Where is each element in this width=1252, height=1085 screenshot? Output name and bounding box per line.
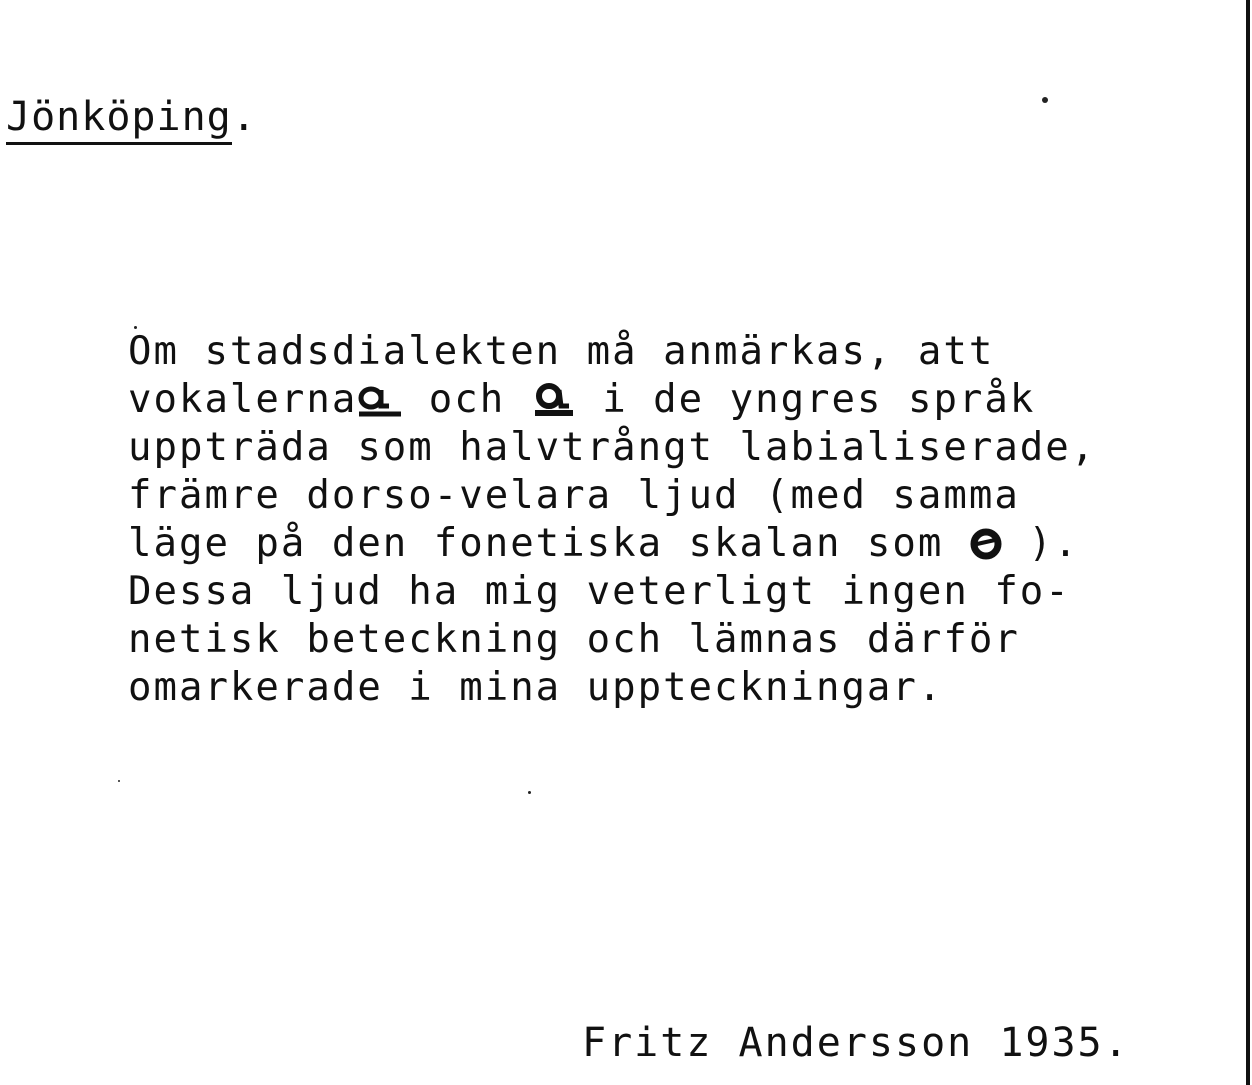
note-line-2-mid: och (403, 377, 531, 422)
ink-speck (118, 780, 120, 782)
phonetic-a-underlined-icon (357, 382, 403, 418)
note-line-4: främre dorso-velara ljud (med samma (128, 473, 1020, 518)
note-line-5-pre: läge på den fonetiska skalan som (128, 521, 969, 566)
note-line-1: Om stadsdialekten må anmärkas, att (128, 329, 995, 374)
ink-speck (1042, 97, 1048, 103)
note-line-7: netisk beteckning och lämnas därför (128, 617, 1020, 662)
place-name: Jönköping (6, 94, 232, 145)
place-punct: . (231, 94, 257, 140)
note-line-2-pre: vokalerna (128, 377, 358, 422)
dialect-note (128, 328, 1238, 712)
signature: Fritz Andersson 1935. (582, 1020, 1130, 1066)
place-heading (6, 94, 257, 140)
note-line-5 (128, 520, 1238, 568)
note-line-3: uppträda som halvtrångt labialiserade, (128, 425, 1097, 470)
note-line-2-post: i de yngres språk (576, 377, 1036, 422)
phonetic-a-underlined-icon (531, 382, 577, 418)
phonetic-o-bold-icon (969, 526, 1003, 562)
note-line-8: omarkerade i mina uppteckningar. (128, 665, 944, 710)
note-line-6: Dessa ljud ha mig veterligt ingen fo- (128, 569, 1071, 614)
note-line-2 (128, 376, 1238, 424)
card-edge (1246, 0, 1250, 1085)
ink-speck (134, 326, 137, 329)
note-line-5-post: ). (1002, 521, 1080, 566)
ink-speck (528, 791, 531, 794)
